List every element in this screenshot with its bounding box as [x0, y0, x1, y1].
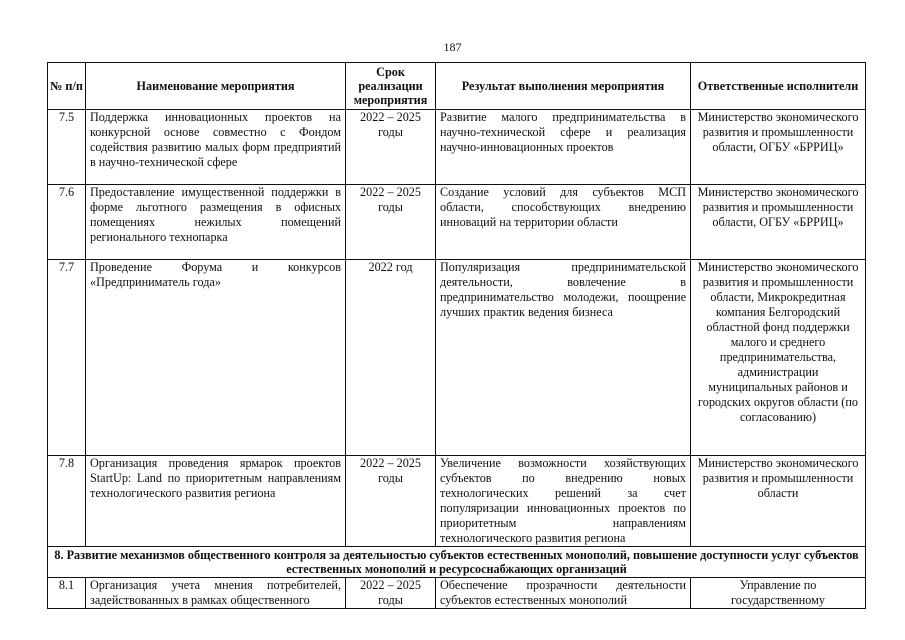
- row-num: 8.1: [48, 578, 86, 609]
- row-term: 2022 – 2025 годы: [346, 110, 436, 185]
- header-num: № п/п: [48, 63, 86, 110]
- row-term: 2022 – 2025 годы: [346, 578, 436, 609]
- table-row: [48, 260, 866, 456]
- header-responsible: Ответственные исполнители: [691, 63, 866, 110]
- row-name: Поддержка инновационных проектов на конкурсной основе совместно с Фондом содействия развитию малых форм предприятий в научно-технической сфере: [86, 110, 346, 185]
- header-name: Наименование мероприятия: [86, 63, 346, 110]
- header-result: Результат выполнения мероприятия: [436, 63, 691, 110]
- row-term: 2022 – 2025 годы: [346, 185, 436, 260]
- row-responsible: Министерство экономического развития и промышленности области: [691, 456, 866, 547]
- row-result: Развитие малого предпринимательства в научно-технической сфере и реализация научно-инновационных проектов: [436, 110, 691, 185]
- table-header-row: [48, 63, 866, 110]
- row-num: 7.7: [48, 260, 86, 456]
- row-result: Увеличение возможности хозяйствующих субъектов по внедрению новых технологических решений за счет популяризации инновационных проектов по приоритетным направлениям технологического развития региона: [436, 456, 691, 547]
- row-responsible: Управление по государственному: [691, 578, 866, 609]
- section-heading-row: [48, 547, 866, 578]
- header-term: Срок реализации мероприятия: [346, 63, 436, 110]
- row-name: Предоставление имущественной поддержки в форме льготного размещения в офисных помещениях нежилых помещений регионального технопарка: [86, 185, 346, 260]
- row-term: 2022 год: [346, 260, 436, 456]
- row-num: 7.5: [48, 110, 86, 185]
- table-row: [48, 185, 866, 260]
- row-result: Создание условий для субъектов МСП области, способствующих внедрению инноваций на территории области: [436, 185, 691, 260]
- table-row: [48, 456, 866, 547]
- row-term: 2022 – 2025 годы: [346, 456, 436, 547]
- table-row: [48, 110, 866, 185]
- row-responsible: Министерство экономического развития и промышленности области, ОГБУ «БРРИЦ»: [691, 110, 866, 185]
- row-responsible: Министерство экономического развития и промышленности области, Микрокредитная компания Белгородский областной фонд поддержки малого и среднего предпринимательства, администрации муниципальных районов и городских округов области (по согласованию): [691, 260, 866, 456]
- row-name: Проведение Форума и конкурсов «Предприниматель года»: [86, 260, 346, 456]
- table-row: [48, 578, 866, 609]
- section-heading: 8. Развитие механизмов общественного контроля за деятельностью субъектов естественных монополий, повышение доступности услуг субъектов естественных монополий и ресурсоснабжающих организаций: [48, 547, 866, 578]
- row-num: 7.8: [48, 456, 86, 547]
- page-number: 187: [443, 40, 462, 54]
- row-result: Обеспечение прозрачности деятельности субъектов естественных монополий: [436, 578, 691, 609]
- row-name: Организация проведения ярмарок проектов StartUp: Land по приоритетным направлениям технологического развития региона: [86, 456, 346, 547]
- measures-table: [47, 62, 866, 609]
- row-name: Организация учета мнения потребителей, задействованных в рамках общественного: [86, 578, 346, 609]
- row-result: Популяризация предпринимательской деятельности, вовлечение в предпринимательство молодежи, поощрение лучших практик ведения бизнеса: [436, 260, 691, 456]
- row-num: 7.6: [48, 185, 86, 260]
- row-responsible: Министерство экономического развития и промышленности области, ОГБУ «БРРИЦ»: [691, 185, 866, 260]
